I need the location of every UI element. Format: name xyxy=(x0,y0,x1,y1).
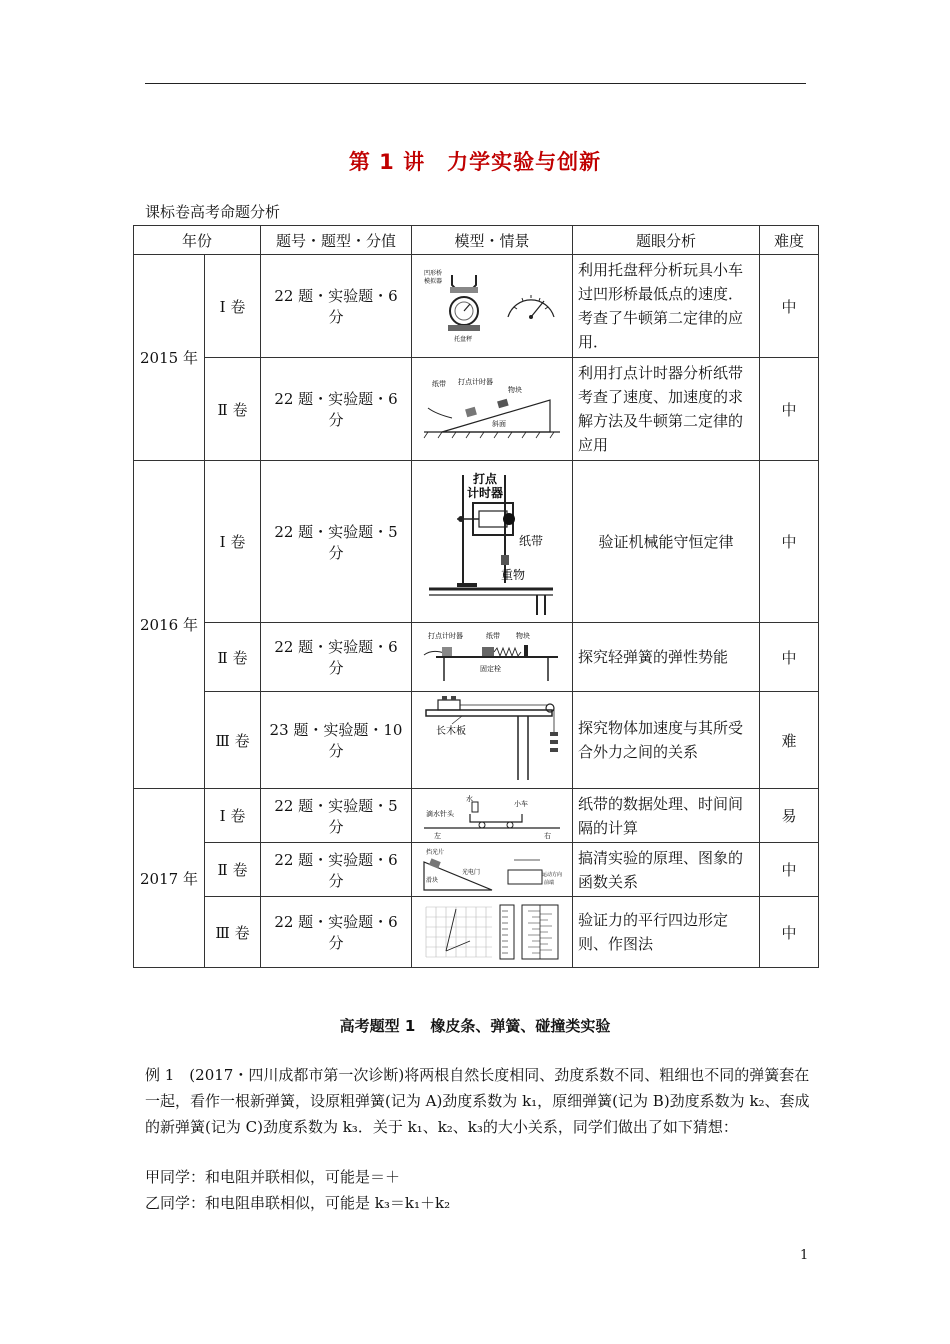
paper-cell: Ⅱ 卷 xyxy=(205,358,261,461)
table-row xyxy=(134,692,819,789)
question-cell: 22 题・实验题・6 分 xyxy=(261,897,412,968)
guess-b-paragraph: 乙同学：和电阻串联相似，可能是 k₃＝k₁＋k₂ xyxy=(145,1194,451,1212)
figure-label: 挡光片 xyxy=(426,848,445,856)
figure-label: 模拟器 xyxy=(424,278,443,285)
paper-cell: Ⅰ 卷 xyxy=(205,789,261,843)
difficulty-cell: 中 xyxy=(760,461,819,623)
analysis-cell: 利用打点计时器分析纸带考查了速度、加速度的求解方法及牛顿第二定律的应用 xyxy=(573,358,760,461)
table-caption: 课标卷高考命题分析 xyxy=(145,203,281,221)
figure-label: 水 xyxy=(466,794,474,803)
example-paragraph: 例 1 (2017・四川成都市第一次诊断)将两根自然长度相同、劲度系数不同、粗细也不同的弹簧套在一起，看作一根新弹簧，设原粗弹簧(记为 A)劲度系数为 k₁，原细弹簧(记为 B)劲度系数为 k₂、套成的新弹簧(记为 C)劲度系数为 k₃．关于 k₁、k₂、k₃的大小关系，同学们做出了如下猜想： xyxy=(145,1066,810,1136)
question-cell: 22 题・实验题・6 分 xyxy=(261,255,412,358)
paper-cell: Ⅱ 卷 xyxy=(205,843,261,897)
analysis-cell: 利用托盘秤分析玩具小车过凹形桥最低点的速度．考查了牛顿第二定律的应用． xyxy=(573,255,760,358)
figure-label: 固定栓 xyxy=(480,665,502,673)
figure-label: 纸带 xyxy=(519,533,544,548)
figure-label: 打点计时器 xyxy=(428,632,464,640)
figure-label: 斜面 xyxy=(492,420,507,428)
analysis-cell: 探究轻弹簧的弹性势能 xyxy=(573,623,760,692)
model-figure-cell xyxy=(412,255,573,358)
model-figure-cell xyxy=(412,461,573,623)
table-row xyxy=(134,789,819,843)
year-cell: 2015 年 xyxy=(134,255,205,461)
figure-label: 物块 xyxy=(516,632,531,640)
difficulty-cell: 中 xyxy=(760,358,819,461)
paper-cell: Ⅰ 卷 xyxy=(205,255,261,358)
header-rule xyxy=(145,83,806,84)
year-cell: 2016 年 xyxy=(134,461,205,789)
difficulty-cell: 中 xyxy=(760,255,819,358)
analysis-cell: 纸带的数据处理、时间间隔的计算 xyxy=(573,789,760,843)
figure-label: 纸带 xyxy=(432,380,447,388)
question-cell: 22 题・实验题・6 分 xyxy=(261,358,412,461)
paper-cell: Ⅲ 卷 xyxy=(205,897,261,968)
model-figure-cell xyxy=(412,358,573,461)
figure-label: 计时器 xyxy=(467,485,504,500)
incline-timer-figure xyxy=(422,374,562,444)
exam-analysis-table xyxy=(133,225,819,968)
guess-a-paragraph: 甲同学：和电阻并联相似，可能是＝＋ xyxy=(145,1168,401,1186)
table-row xyxy=(134,255,819,358)
question-cell: 22 题・实验题・6 分 xyxy=(261,843,412,897)
model-figure-cell xyxy=(412,789,573,843)
difficulty-cell: 难 xyxy=(760,692,819,789)
model-figure-cell xyxy=(412,692,573,789)
figure-label: 长木板 xyxy=(436,726,467,737)
free-fall-timer-figure xyxy=(427,465,557,619)
figure-label: 滴水针头 xyxy=(426,809,455,818)
question-cell: 22 题・实验题・5 分 xyxy=(261,789,412,843)
figure-label: 重物 xyxy=(501,567,526,582)
header-question: 题号・题型・分值 xyxy=(261,226,412,255)
analysis-cell: 搞清实验的原理、图象的函数关系 xyxy=(573,843,760,897)
figure-label: 右 xyxy=(544,831,552,840)
figure-label: 前端 xyxy=(544,879,555,886)
model-figure-cell xyxy=(412,897,573,968)
figure-label: 纸带 xyxy=(486,632,501,640)
figure-label: 打点 xyxy=(473,471,498,486)
difficulty-cell: 中 xyxy=(760,897,819,968)
page-title: 第 1 讲 力学实验与创新 xyxy=(348,150,602,174)
force-parallelogram-figure xyxy=(422,901,562,963)
section-title: 高考题型 1 橡皮条、弹簧、碰撞类实验 xyxy=(339,1017,611,1035)
analysis-cell: 验证机械能守恒定律 xyxy=(573,461,760,623)
header-model: 模型・情景 xyxy=(412,226,573,255)
figure-label: 光电门 xyxy=(462,868,481,876)
table-row xyxy=(134,461,819,623)
header-difficulty: 难度 xyxy=(760,226,819,255)
difficulty-cell: 易 xyxy=(760,789,819,843)
spring-energy-figure xyxy=(422,629,562,685)
paper-cell: Ⅰ 卷 xyxy=(205,461,261,623)
figure-label: 物块 xyxy=(508,386,523,394)
paper-cell: Ⅲ 卷 xyxy=(205,692,261,789)
header-analysis: 题眼分析 xyxy=(573,226,760,255)
figure-label: 左 xyxy=(434,831,442,840)
analysis-cell: 探究物体加速度与其所受合外力之间的关系 xyxy=(573,692,760,789)
year-cell: 2017 年 xyxy=(134,789,205,968)
figure-label: 打点计时器 xyxy=(458,378,494,386)
model-figure-cell xyxy=(412,843,573,897)
figure-label: 运动方向 xyxy=(542,871,563,878)
question-cell: 22 题・实验题・5 分 xyxy=(261,461,412,623)
pulley-board-figure xyxy=(422,696,562,784)
difficulty-cell: 中 xyxy=(760,623,819,692)
table-row xyxy=(134,358,819,461)
photogate-incline-figure xyxy=(422,846,562,894)
figure-label: 小车 xyxy=(514,799,529,808)
scale-bridge-figure xyxy=(422,265,562,347)
table-header-row xyxy=(134,226,819,255)
table-row xyxy=(134,623,819,692)
figure-label: 托盘秤 xyxy=(454,336,473,343)
header-year: 年份 xyxy=(134,226,261,255)
table-row xyxy=(134,843,819,897)
difficulty-cell: 中 xyxy=(760,843,819,897)
model-figure-cell xyxy=(412,623,573,692)
question-cell: 22 题・实验题・6 分 xyxy=(261,623,412,692)
table-row xyxy=(134,897,819,968)
analysis-cell: 验证力的平行四边形定则、作图法 xyxy=(573,897,760,968)
figure-label: 滑块 xyxy=(426,876,439,884)
page-number: 1 xyxy=(800,1248,809,1263)
figure-label: 凹形桥 xyxy=(424,270,443,277)
question-cell: 23 题・实验题・10 分 xyxy=(261,692,412,789)
drip-cart-figure xyxy=(422,792,562,840)
paper-cell: Ⅱ 卷 xyxy=(205,623,261,692)
